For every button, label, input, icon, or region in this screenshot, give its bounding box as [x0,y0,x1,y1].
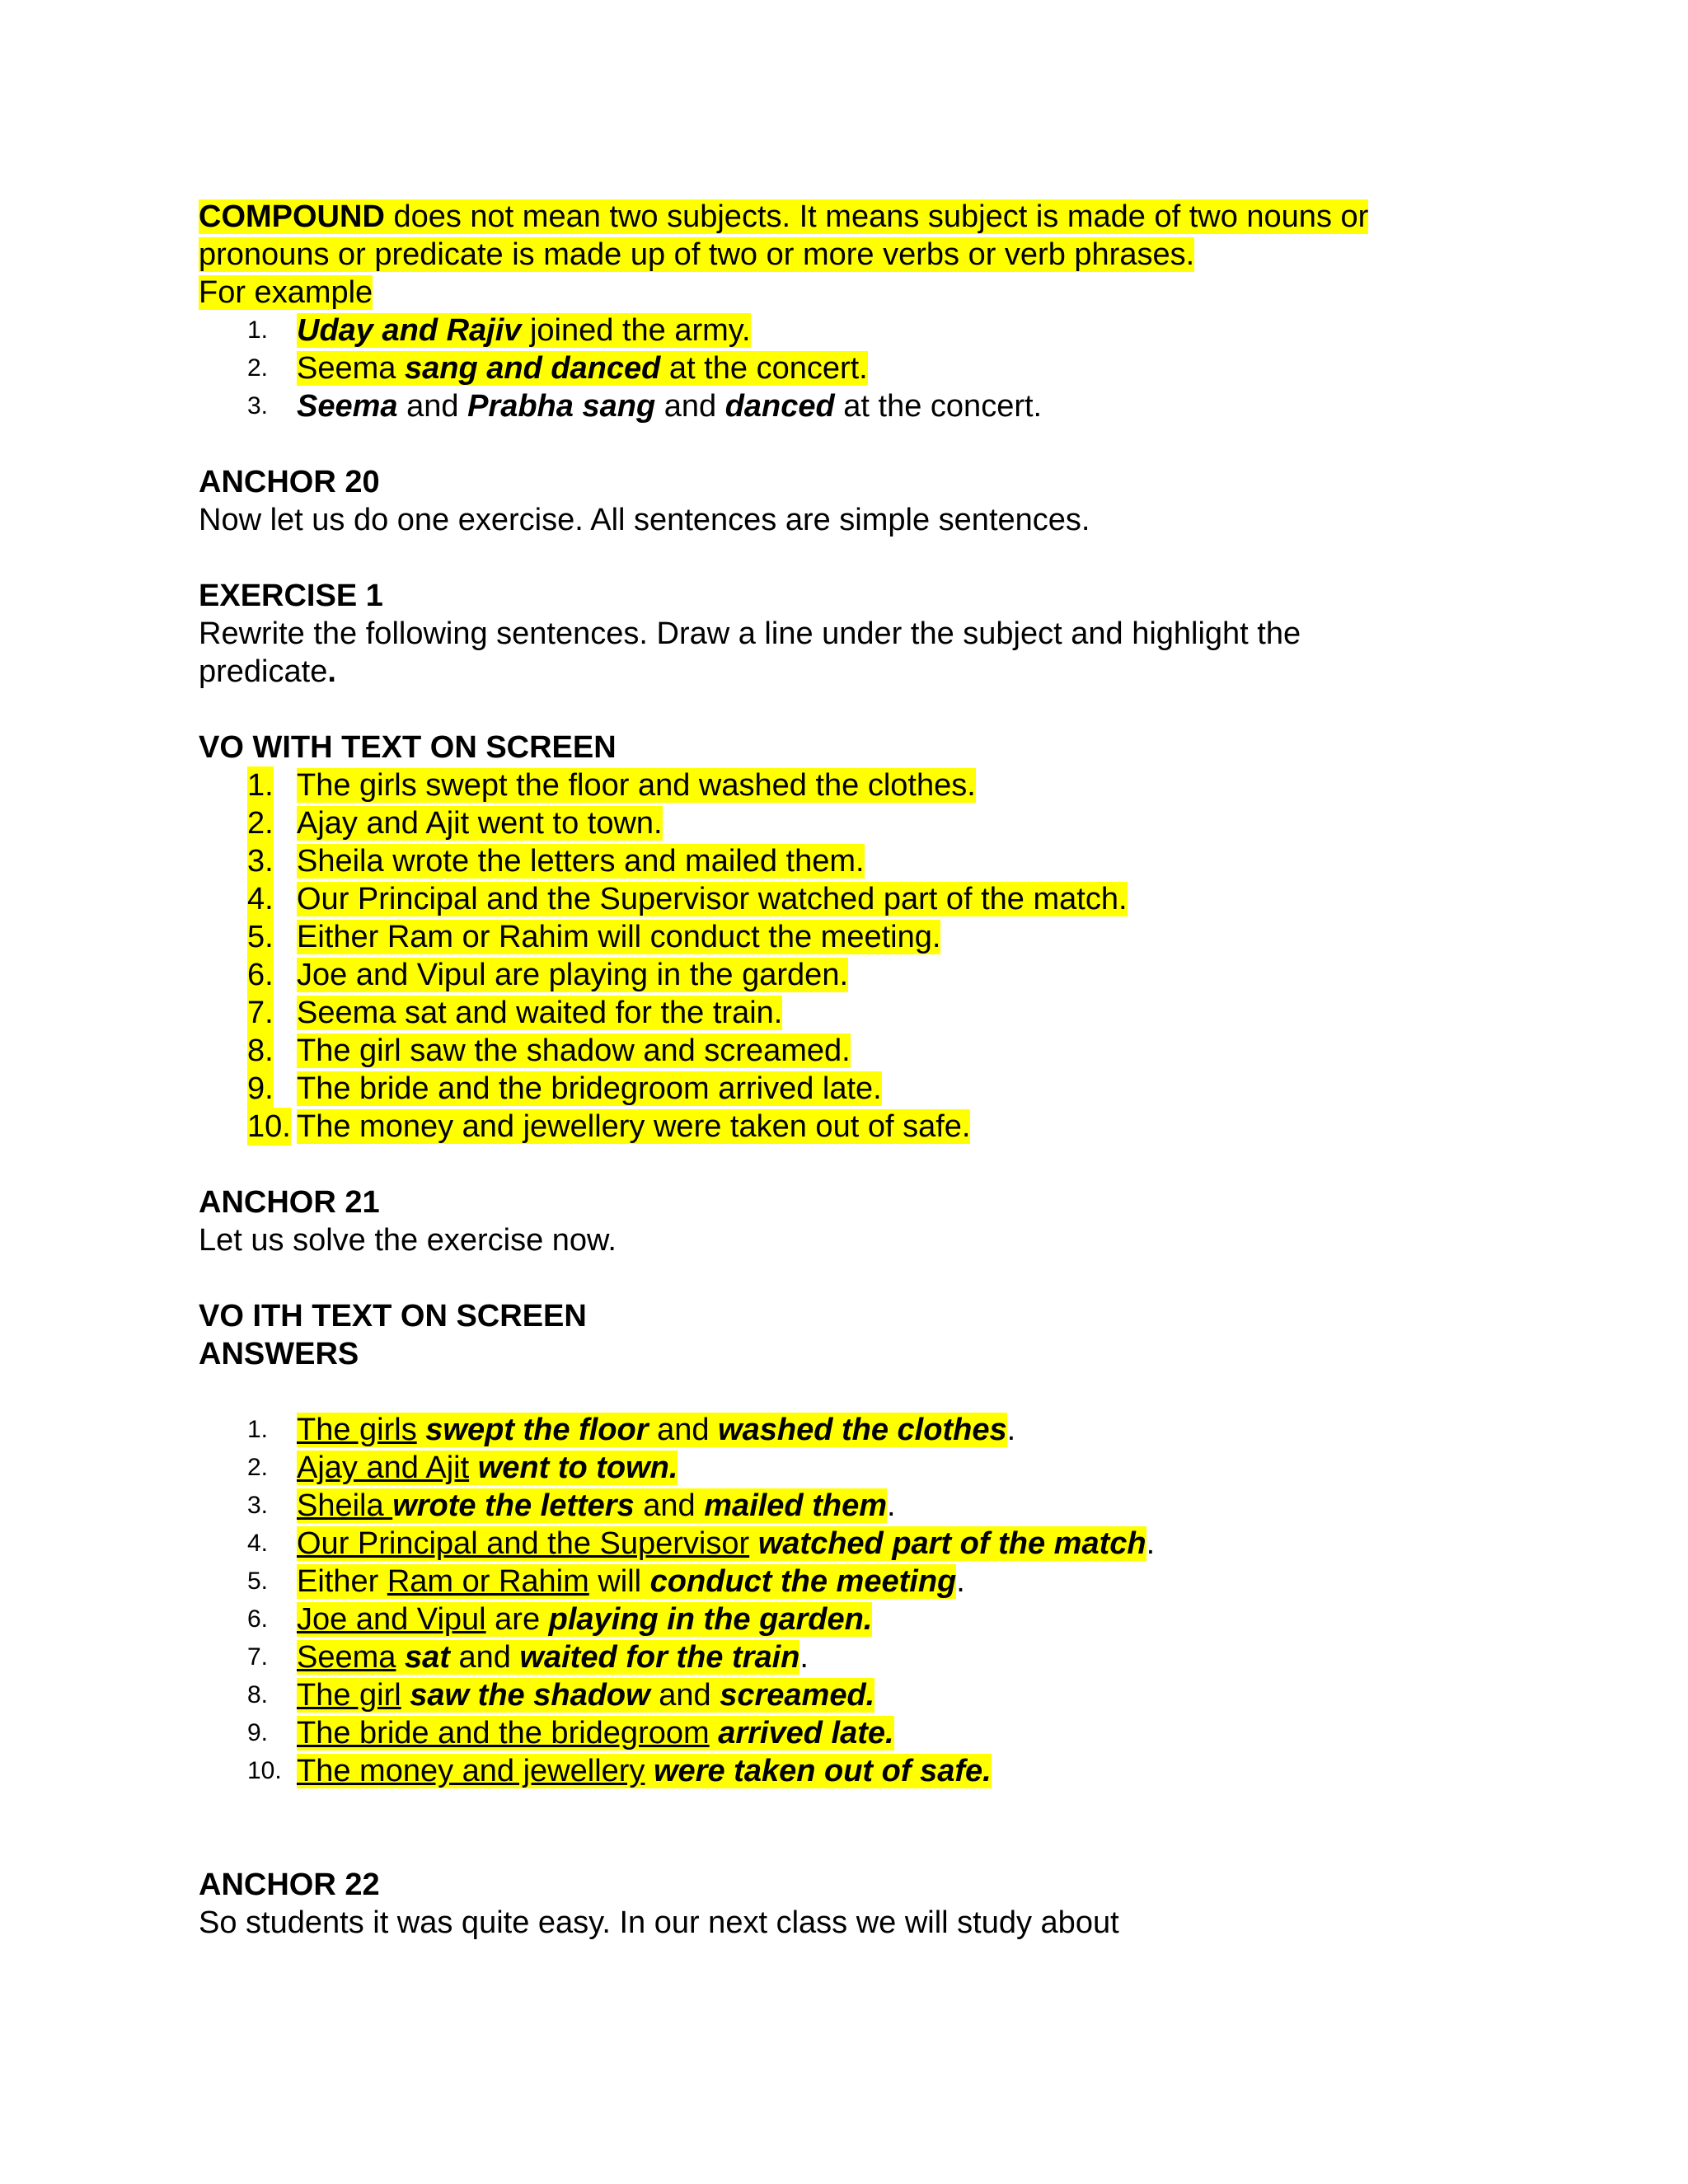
sentence-text: Either Ram or Rahim will conduct the meeting. [297,920,941,954]
list-number: 3. [247,844,274,879]
list-item [199,918,1517,956]
plain-text [749,1526,758,1561]
list-item [199,1070,1517,1108]
list-number: 1. [247,1416,269,1443]
subject-text: The bride and the bridegroom [297,1716,710,1750]
list-number: 2. [247,1454,269,1481]
subject-text: Sheila [297,1488,393,1523]
anchor-21-text: Let us solve the exercise now. [199,1223,617,1258]
list-item [199,994,1517,1032]
predicate-text: went to town. [477,1451,678,1485]
anchor-21-heading: ANCHOR 21 [199,1185,380,1220]
list-item: 2. Seema sang and danced at the concert. [247,351,868,386]
anchor-22-text: So students it was quite easy. In our next class we will study about [199,1905,1119,1940]
list-number: 8. [247,1033,274,1068]
predicate-text: screamed. [720,1678,875,1713]
list-number: 9. [247,1071,274,1106]
compound-keyword: COMPOUND [199,199,385,234]
sentence-text: The money and jewellery were taken out of safe. [297,1109,971,1144]
subject-text: The girl [297,1678,401,1713]
sentence-text: Seema sat and waited for the train. [297,996,783,1030]
intro-line-1: COMPOUND does not mean two subjects. It means subject is made of two nouns or [199,199,1369,234]
answer-text [297,1678,874,1713]
exercise-sentences-list [199,766,1517,1146]
predicate-text: wrote the letters [392,1488,635,1523]
list-number: 5. [247,920,274,954]
vo-with-text-heading: VO WITH TEXT ON SCREEN [199,730,617,765]
list-item [199,766,1517,804]
plain-text [645,1754,654,1788]
answers-list [199,1411,1517,1790]
predicate-text: mailed them [704,1488,887,1523]
plain-text [417,1413,426,1447]
sentence-text: The girl saw the shadow and screamed. [297,1033,851,1068]
answer-text [297,1754,992,1788]
plain-text: Either [297,1564,387,1599]
answer-text [297,1451,678,1485]
list-item [199,842,1517,880]
sentence-text: Our Principal and the Supervisor watched part of the match. [297,882,1128,916]
plain-text [401,1678,410,1713]
predicate-text: were taken out of safe. [654,1754,992,1788]
plain-text: are [485,1602,549,1637]
subject-text: Our Principal and the Supervisor [297,1526,750,1561]
list-number: 7. [247,1643,269,1671]
list-number: 3. [247,1492,269,1519]
predicate-text: arrived late. [718,1716,894,1750]
document-body [199,198,1517,1942]
predicate-text: swept the floor [425,1413,649,1447]
list-item [199,1108,1517,1146]
sentence-text: Sheila wrote the letters and mailed them. [297,844,865,879]
intro-line-3: For example [199,275,373,310]
list-number: 4. [247,1530,269,1557]
sentence-text: The girls swept the floor and washed the clothes. [297,768,976,803]
list-number: 5. [247,1568,269,1595]
plain-text [396,1640,405,1675]
list-item [199,1449,1517,1487]
list-item [199,1563,1517,1601]
list-number: 2. [247,806,274,841]
vo-ith-text-heading: VO ITH TEXT ON SCREEN [199,1299,587,1333]
plain-text [469,1451,478,1485]
plain-text: and [449,1640,520,1675]
predicate-text: saw the shadow [410,1678,650,1713]
answer-text [297,1488,887,1523]
list-item [199,1525,1517,1563]
answer-text [297,1526,1146,1561]
answer-text [297,1640,799,1675]
anchor-22-heading: ANCHOR 22 [199,1868,380,1902]
list-item [199,1638,1517,1676]
list-item [199,956,1517,994]
intro-line-2: pronouns or predicate is made up of two or more verbs or verb phrases. [199,237,1195,272]
plain-text: and [648,1413,719,1447]
list-number: 4. [247,882,274,916]
anchor-20-text: Now let us do one exercise. All sentences are simple sentences. [199,503,1090,537]
compound-examples-list [199,312,1517,425]
answer-text [297,1413,1007,1447]
sentence-text: Ajay and Ajit went to town. [297,806,663,841]
answer-text [297,1602,872,1637]
predicate-text: waited for the train [519,1640,800,1675]
list-number: 10. [247,1109,291,1144]
list-number: 6. [247,958,274,992]
predicate-text: watched part of the match [757,1526,1146,1561]
list-item [199,804,1517,842]
anchor-20-heading: ANCHOR 20 [199,465,380,499]
plain-text: . [1146,1526,1156,1561]
predicate-text: sat [404,1640,450,1675]
list-number: 10. [247,1757,282,1784]
list-number: 1. [247,768,274,803]
list-item: 1. Uday and Rajiv joined the army. [247,313,751,348]
plain-text: . [799,1640,809,1675]
list-item [199,1032,1517,1070]
sentence-text: Joe and Vipul are playing in the garden. [297,958,849,992]
exercise-1-heading: EXERCISE 1 [199,579,383,613]
list-item [199,1714,1517,1752]
subject-text: Ajay and Ajit [297,1451,470,1485]
list-item [199,880,1517,918]
list-number: 8. [247,1681,269,1708]
predicate-text: playing in the garden. [548,1602,873,1637]
subject-text: The money and jewellery [297,1754,645,1788]
list-number: 6. [247,1605,269,1633]
answer-text [297,1564,956,1599]
subject-text: The girls [297,1413,417,1447]
predicate-text: conduct the meeting [649,1564,957,1599]
plain-text: will [588,1564,650,1599]
plain-text: and [649,1678,720,1713]
plain-text: . [887,1488,896,1523]
exercise-1-line-2: predicate. [199,654,336,689]
plain-text: . [1006,1413,1016,1447]
exercise-1-line-1: Rewrite the following sentences. Draw a line under the subject and highlight the [199,616,1301,651]
list-item [199,1601,1517,1638]
answers-heading: ANSWERS [199,1337,359,1371]
list-item: 3. Seema and Prabha sang and danced at the concert. [247,389,1043,424]
list-item [199,1752,1517,1790]
answer-text [297,1716,894,1750]
plain-text: and [634,1488,705,1523]
subject-text: Seema [297,1640,396,1675]
list-item [199,1411,1517,1449]
predicate-text: washed the clothes [718,1413,1007,1447]
list-item [199,1487,1517,1525]
sentence-text: The bride and the bridegroom arrived late. [297,1071,882,1106]
list-number: 9. [247,1719,269,1746]
plain-text [710,1716,719,1750]
list-item [199,1676,1517,1714]
list-number: 7. [247,996,274,1030]
plain-text: . [956,1564,965,1599]
subject-text: Ram or Rahim [387,1564,589,1599]
subject-text: Joe and Vipul [297,1602,486,1637]
